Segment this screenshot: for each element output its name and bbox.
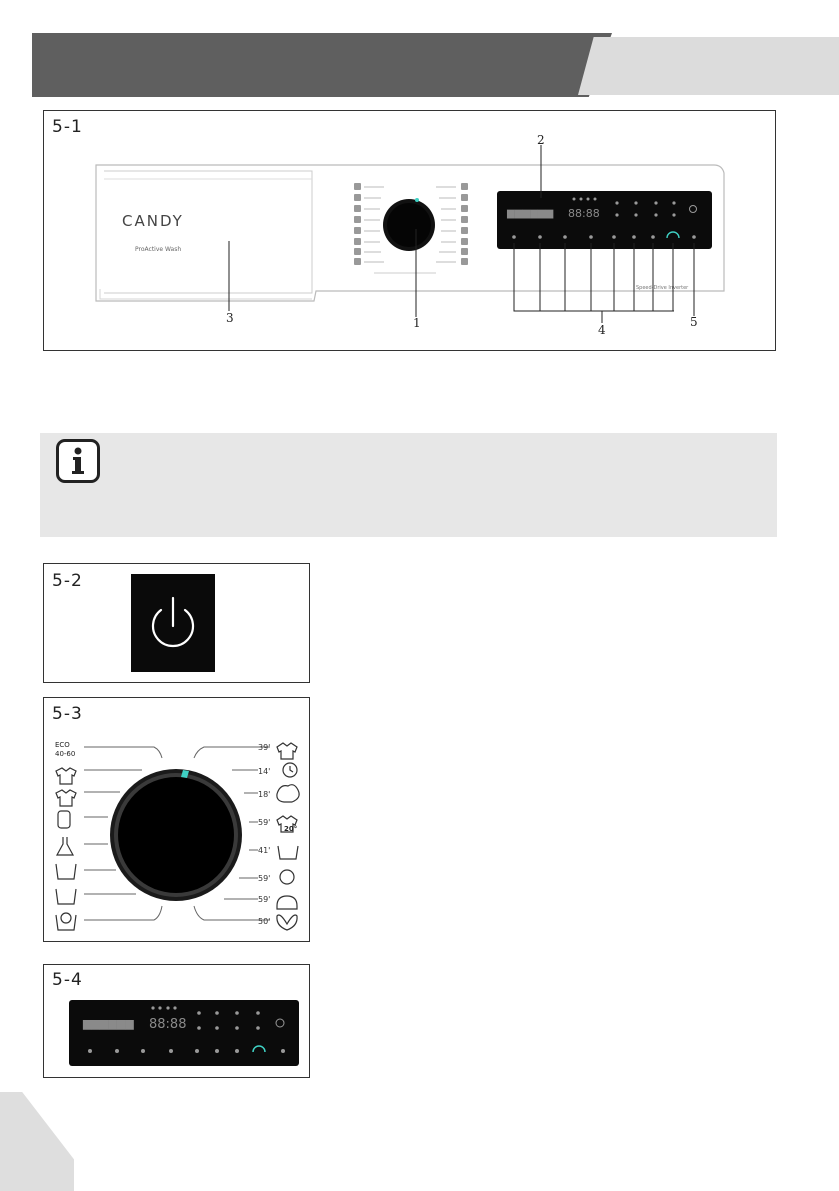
svg-text:▆▆▆▆▆▆: ▆▆▆▆▆▆ — [83, 1017, 134, 1030]
figure-5-1 — [43, 110, 776, 351]
page-header-tab — [578, 37, 839, 95]
figure-label: 5-2 — [52, 571, 83, 591]
page-header-band — [32, 33, 612, 97]
hand-wash-icon — [278, 846, 298, 859]
flask-icon — [57, 837, 73, 855]
control-display — [497, 191, 712, 249]
info-icon — [56, 439, 100, 483]
bottle-icon — [58, 811, 70, 828]
callout-2: 2 — [537, 133, 545, 147]
figure-5-3 — [43, 697, 310, 942]
basin-sparkle-icon — [56, 864, 76, 879]
time-label: 50' — [258, 917, 271, 926]
figure-label: 5-4 — [52, 970, 83, 990]
panel-footer: Speed-Drive Inverter — [636, 285, 689, 291]
power-icon — [131, 574, 215, 672]
program-dial — [44, 698, 309, 941]
shirt-minus-icon — [277, 743, 297, 759]
svg-text:▆▆▆▆▆▆: ▆▆▆▆▆▆ — [507, 208, 554, 219]
figure-label: 5-1 — [52, 117, 83, 137]
cloud-icon — [277, 896, 297, 909]
washer-control-panel — [44, 111, 775, 350]
callout-1: 1 — [413, 316, 421, 330]
shirt-tag-icon — [56, 790, 76, 806]
display-digits: 88:88 — [149, 1017, 187, 1032]
shirt-sparkle-icon — [56, 768, 76, 784]
callout-3: 3 — [226, 311, 234, 325]
brand-logo: CANDY — [122, 212, 184, 230]
time-label: 59' — [258, 874, 271, 883]
callout-4: 4 — [598, 323, 606, 337]
control-display-closeup — [69, 1000, 299, 1066]
svg-text:40-60: 40-60 — [55, 750, 76, 758]
power-button[interactable] — [131, 574, 215, 672]
time-label: 59' — [258, 818, 271, 827]
brand-subtitle: ProActive Wash — [135, 246, 182, 253]
callout-5: 5 — [690, 315, 698, 329]
shirt-star-icon — [277, 785, 299, 802]
cursor-icon — [280, 870, 294, 884]
time-label: 41' — [258, 846, 271, 855]
info-note — [40, 433, 777, 537]
figure-5-4 — [43, 964, 310, 1078]
time-label: 14' — [258, 767, 271, 776]
time-label: 39' — [258, 743, 271, 752]
page-corner — [0, 1092, 74, 1191]
butterfly-icon — [277, 915, 297, 930]
basin-dots-icon — [56, 889, 76, 904]
figure-label: 5-3 — [52, 704, 83, 724]
time-label: 18' — [258, 790, 271, 799]
time-label: 59' — [258, 895, 271, 904]
eco-label: ECO — [55, 741, 70, 749]
display-digits: 88:88 — [568, 207, 600, 220]
badge-20: 20° — [284, 825, 298, 833]
